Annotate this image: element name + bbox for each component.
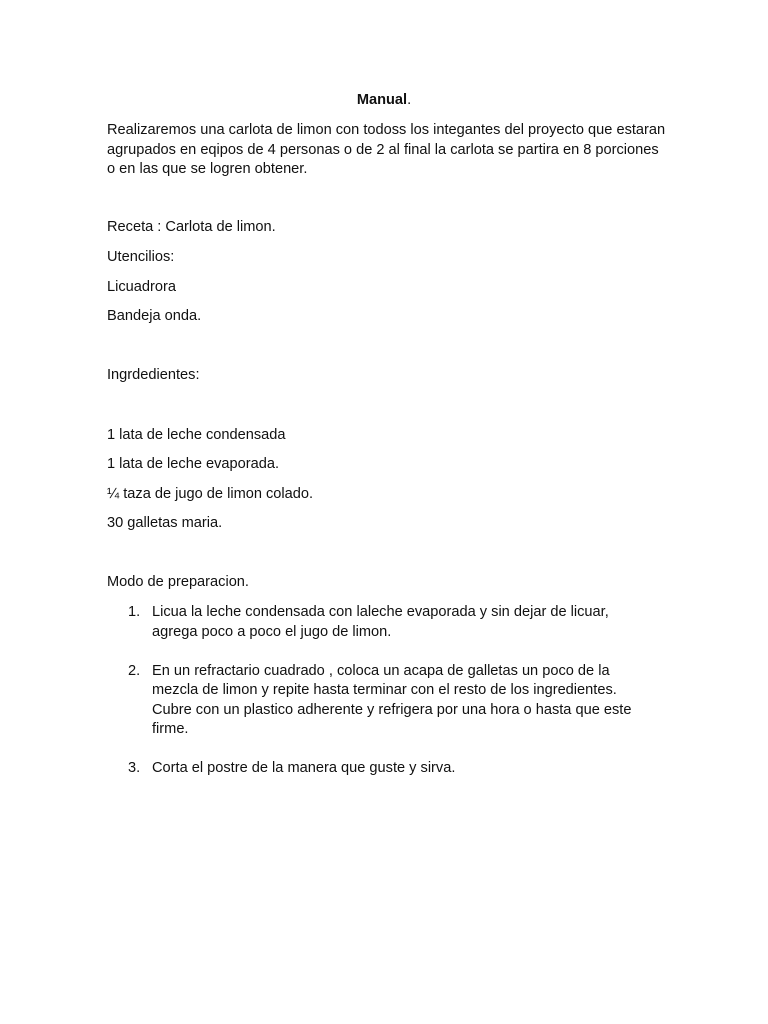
ingredients-heading: Ingrdedientes: (107, 367, 200, 383)
method-heading: Modo de preparacion. (107, 574, 249, 590)
step-number: 2. (128, 662, 141, 679)
step-text: Corta el postre de la manera que guste y sirva. (152, 760, 456, 776)
intro-paragraph: Realizaremos una carlota de limon con todoss los integantes del proyecto que estaran agrupados en eqipos de 4 personas o de 2 al final la carlota se partira en 8 porciones o en las que se logren obtener. (107, 122, 666, 177)
title-suffix: . (407, 92, 412, 108)
step-item (107, 662, 647, 740)
utensil-item: Licuadrora (107, 279, 176, 295)
step-item (107, 603, 647, 642)
page-title (0, 91, 768, 111)
step-text: En un refractario cuadrado , coloca un acapa de galletas un poco de la mezcla de limon y repite hasta terminar con el resto de los ingredientes. Cubre con un plastico adherente y refrigera por una hora o hasta que este firme. (152, 662, 632, 737)
title-bold-text: Manual (356, 92, 408, 108)
ingredient-item: ¼ taza de jugo de limon colado. (107, 486, 314, 502)
ingredient-item: 30 galletas maria. (107, 515, 223, 531)
step-item (107, 759, 647, 779)
utensils-heading: Utencilios: (107, 249, 175, 265)
ingredient-item: 1 lata de leche condensada (107, 427, 286, 443)
step-text: Licua la leche condensada con laleche evaporada y sin dejar de licuar, agrega poco a poco el jugo de limon. (152, 604, 609, 640)
step-number: 3. (128, 760, 141, 776)
recipe-line: Receta : Carlota de limon. (107, 219, 276, 235)
utensil-item: Bandeja onda. (107, 308, 202, 324)
step-number: 1. (128, 604, 141, 620)
preparation-steps-list (107, 603, 647, 798)
ingredient-item: 1 lata de leche evaporada. (107, 456, 280, 472)
